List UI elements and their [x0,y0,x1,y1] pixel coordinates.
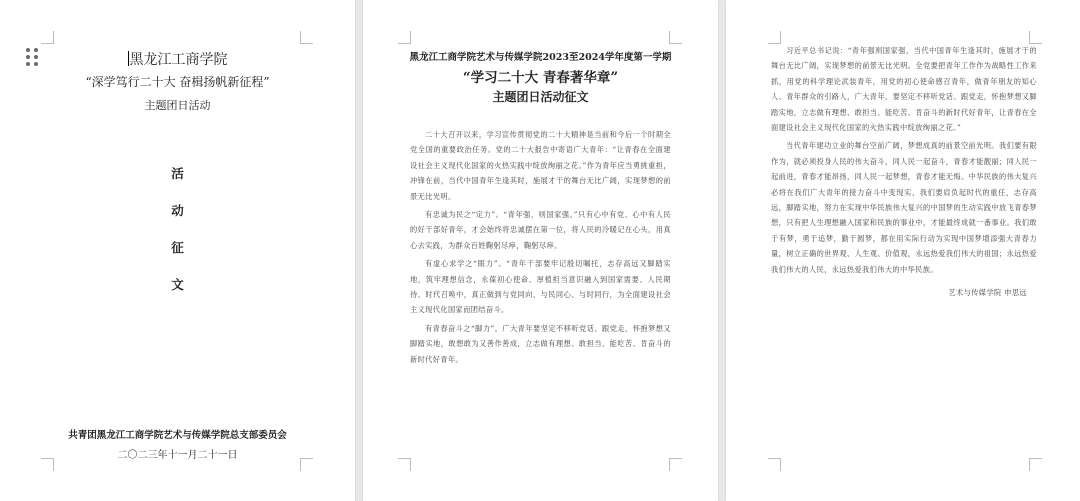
margin-corner-mark [1029,458,1042,471]
margin-corner-mark [669,458,682,471]
margin-corner-mark [768,458,781,471]
text-cursor [128,51,129,66]
essay-body-continued[interactable] [771,43,1037,304]
document-page-3 [726,0,1080,501]
document-page-1 [0,0,355,501]
cover-theme: 主题团日活动 [144,99,211,112]
essay-body[interactable] [410,127,671,370]
paragraph: 有虚心求学之“眼力”。“青年干部要牢记殷切嘱托，志存高远又脚踏实地，筑牢理想信念，永葆初心使命、厚植担当意识融入到国家需要、人民期待、时代召唤中，真正做到与党同向、与民同心、与时同行，为全面建设社会主义现代化国家而团结奋斗。 [410,259,671,315]
cover-vertical-char: 动 [171,203,184,218]
school-name[interactable]: 黑龙江工商学院 [129,52,228,68]
margin-corner-mark [669,31,682,44]
cover-vertical-char: 文 [171,277,184,292]
paragraph: 二十大召开以来，学习宣传贯彻党的二十大精神是当前和今后一个时期全党全国的重要政治任务。党的二十大报告中寄语广大青年：“让青春在全面建设社会主义现代化国家的火热实践中绽放绚丽之花。”作为青年应当勇挑重担，冲锋在前，当代中国青年生逢其时，施展才干的舞台无比广阔，实现梦想的前景无比光明。 [410,130,671,201]
cover-slogan: “深学笃行二十大 奋楫扬帆新征程” [85,75,270,89]
paragraph: 有青春奋斗之“脚力”。广大青年要坚定不移听党话、跟党走，怀抱梦想又脚踏实地，敢想敢为又善作善成，立志做有理想、敢担当、能吃苦、肯奋斗的新时代好青年。 [410,323,671,364]
margin-corner-mark [41,31,54,44]
cover-date: 二〇二三年十一月二十一日 [117,450,238,461]
essay-heading-line1: 黑龙江工商学院艺术与传媒学院2023至2024学年度第一学期 [409,52,672,63]
organization-name: 共青团黑龙江工商学院艺术与传媒学院总支部委员会 [68,430,287,441]
author-signature: 艺术与传媒学院 申思远 [948,288,1027,298]
paragraph: 习近平总书记说：“青年强则国家强，当代中国青年生逢其时，施展才干的舞台无比广阔，实现梦想的前景无比光明。全党要把青年工作作为战略性工作来抓，用党的科学理论武装青年，用党的初心使命感召青年，做青年朋友的知心人、青年群众的引路人，广大青年，要坚定不移听党话、跟党走，怀抱梦想又脚踏实地，立志做有理想、敢担当、能吃苦、肯奋斗的新时代好青年，让青春在全面建设社会主义现代化国家的火热实践中绽放绚丽之花。” [771,46,1037,133]
margin-corner-mark [398,458,411,471]
margin-corner-mark [398,31,411,44]
cover-vertical-char: 活 [171,166,184,181]
paragraph: 有忠诚为民之“定力”。“青年强，则国家强。”只有心中有党、心中有人民的好干部好青年，才会始终将忠诚摆在第一位，将人民的冷暖记在心头，用真心去实践，为群众百姓鞠躬尽瘁，鞠躬尽瘁。 [410,210,671,250]
essay-title: “学习二十大 青春著华章” [462,70,619,86]
document-page-2 [363,0,718,501]
essay-subtitle: 主题团日活动征文 [492,90,589,104]
margin-corner-mark [300,31,313,44]
cover-vertical-char: 征 [171,240,184,255]
paragraph: 当代青年建功立业的舞台空前广阔，梦想成真的前景空前光明。我们要有限作为，就必须投身人民的伟大奋斗，同人民一起奋斗，青春才能靓丽；同人民一起前进，青春才能昂扬，同人民一起梦想，青春才能无悔。中华民族的伟大复兴必将在我们广大青年的接力奋斗中变现实，我们要肩负起时代的重任，志存高远，脚踏实地，努力在实现中华民族伟大复兴的中国梦的生动实践中放飞青春梦想，只有把人生理想融入国家和民族的事业中，才能最终成就一番事业。我们敢于有梦，勇于追梦，勤于圆梦，都在用实际行动为实现中国梦增添强大青春力量，树立正确的世界观、人生观、价值观，永远热爱我们伟大的祖国；永远热爱我们伟大的人民，永远热爱我们伟大的中华民族。 [771,141,1037,274]
